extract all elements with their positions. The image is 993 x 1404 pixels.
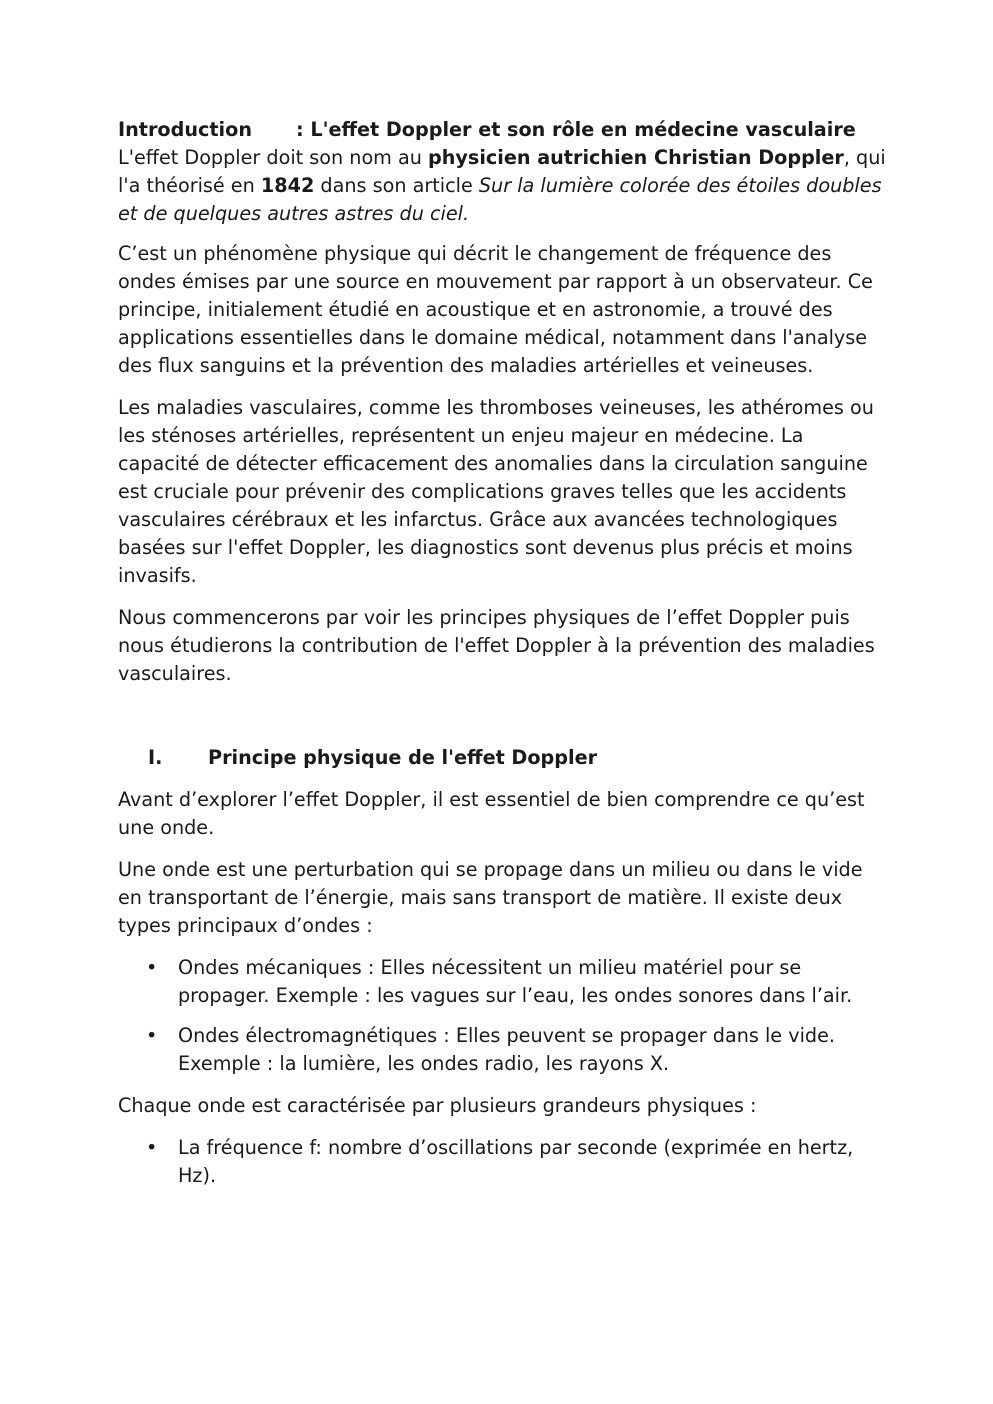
paragraph: Une onde est une perturbation qui se propage dans un milieu ou dans le vide en transportant de l’énergie, mais sans transport de matière. Il existe deux types principaux d’ondes :	[118, 858, 863, 937]
section-title: Principe physique de l'effet Doppler	[208, 746, 598, 769]
paragraph: C’est un phénomène physique qui décrit le changement de fréquence des ondes émises par une source en mouvement par rapport à un observateur. Ce principe, initialement étudié en acoustique et en astronomie, a trouvé des applications essentielles dans le domaine médical, notamment dans l'analyse des flux sanguins et la prévention des maladies artérielles et veineuses.	[118, 242, 873, 377]
intro-article-title: Sur la lumière colorée des étoiles doubles et de quelques autres astres du ciel.	[118, 174, 882, 225]
heading-title: : L'effet Doppler et son rôle en médecine vasculaire	[296, 118, 856, 141]
intro-text-3: dans son article	[314, 174, 479, 197]
list-item-text: La fréquence f: nombre d’oscillations par seconde (exprimée en hertz, Hz).	[178, 1136, 854, 1187]
list-item-text: Ondes électromagnétiques : Elles peuvent se propager dans le vide. Exemple : la lumière, les ondes radio, les rayons X.	[178, 1024, 835, 1075]
section-heading	[118, 744, 888, 772]
intro-text-2: , qui l'a théorisé en	[118, 146, 886, 197]
section-number: I.	[148, 746, 163, 769]
intro-text-1: L'effet Doppler doit son nom au	[118, 146, 428, 169]
intro-paragraph	[118, 144, 888, 228]
list-item-text: Ondes mécaniques : Elles nécessitent un milieu matériel pour se propager. Exemple : les vagues sur l’eau, les ondes sonores dans l’air.	[178, 956, 853, 1007]
intro-heading	[118, 116, 888, 144]
wave-types-list	[118, 954, 888, 1078]
wave-quantities-list	[118, 1134, 888, 1190]
intro-bold-year: 1842	[260, 174, 315, 197]
paragraph: Les maladies vasculaires, comme les thromboses veineuses, les athéromes ou les sténoses artérielles, représentent un enjeu majeur en médecine. La capacité de détecter efficacement des anomalies dans la circulation sanguine est cruciale pour prévenir des complications graves telles que les accidents vasculaires cérébraux et les infarctus. Grâce aux avancées technologiques basées sur l'effet Doppler, les diagnostics sont devenus plus précis et moins invasifs.	[118, 396, 874, 587]
list-item	[118, 1134, 888, 1190]
list-item	[118, 954, 888, 1010]
list-item	[118, 1022, 888, 1078]
bullet-icon: •	[146, 956, 158, 979]
paragraph: Nous commencerons par voir les principes physiques de l’effet Doppler puis nous étudierons la contribution de l'effet Doppler à la prévention des maladies vasculaires.	[118, 606, 875, 685]
document-body	[118, 116, 888, 1204]
paragraph: Chaque onde est caractérisée par plusieurs grandeurs physiques :	[118, 1094, 757, 1117]
bullet-icon: •	[146, 1136, 158, 1159]
intro-bold-physicist: physicien autrichien Christian Doppler	[428, 146, 844, 169]
bullet-icon: •	[146, 1024, 158, 1047]
heading-prefix: Introduction	[118, 118, 252, 141]
paragraph: Avant d’explorer l’effet Doppler, il est essentiel de bien comprendre ce qu’est une onde.	[118, 788, 865, 839]
